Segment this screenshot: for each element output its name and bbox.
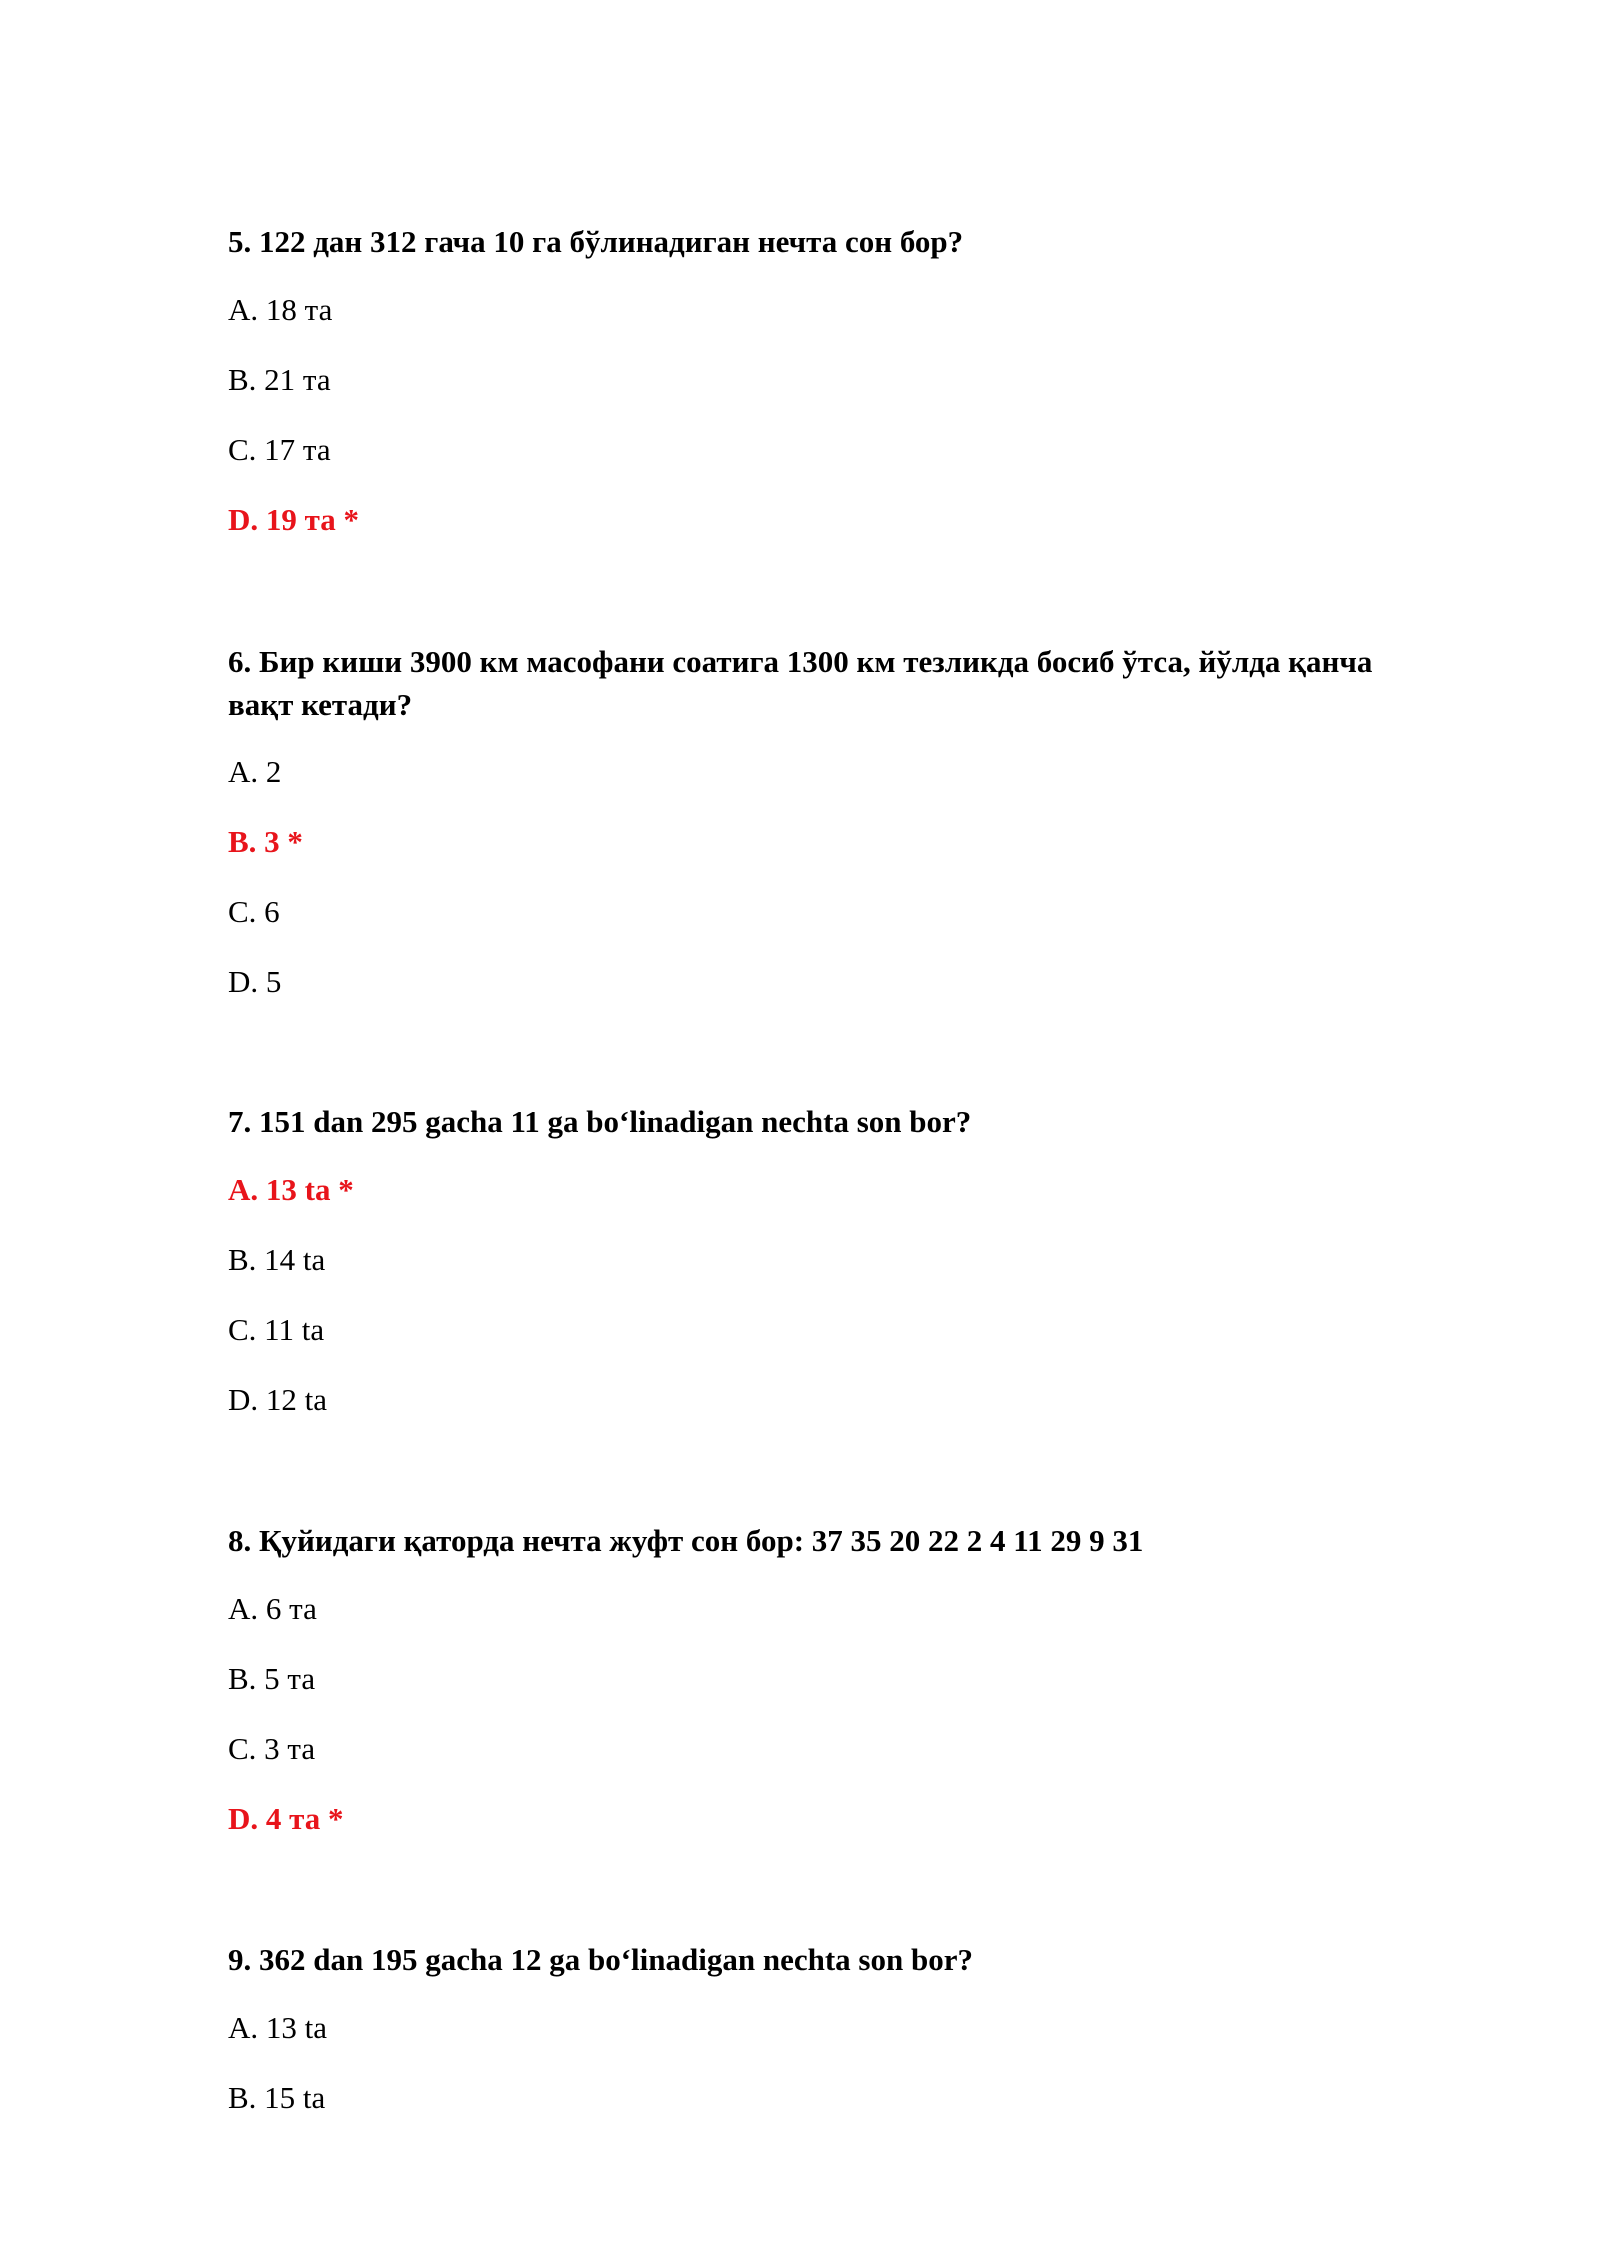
question-text: 7. 151 dan 295 gacha 11 ga bo‘linadigan nechta son bor?	[228, 1104, 972, 1139]
option-d: D. 5	[228, 964, 282, 999]
option-b: B. 5 та	[228, 1661, 316, 1696]
option-c: C. 6	[228, 894, 280, 929]
option-a: A. 18 та	[228, 292, 333, 327]
question-block-8	[228, 1519, 1428, 1836]
option-a: A. 6 та	[228, 1591, 317, 1626]
question-block-9	[228, 1938, 1428, 2115]
option-a: A. 2	[228, 754, 282, 789]
question-text: 8. Қуйидаги қаторда нечта жуфт сон бор: 37 35 20 22 2 4 11 29 9 31	[228, 1523, 1144, 1558]
question-text: 9. 362 dan 195 gacha 12 ga bo‘linadigan nechta son bor?	[228, 1942, 973, 1977]
option-a: A. 13 ta	[228, 2010, 328, 2045]
option-c: C. 3 та	[228, 1731, 316, 1766]
option-d: D. 12 ta	[228, 1382, 328, 1417]
question-text: 5. 122 дан 312 гача 10 га бўлинадиган нечта сон бор?	[228, 224, 964, 259]
option-b-correct: B. 3 *	[228, 824, 303, 859]
question-block-6	[228, 640, 1428, 999]
option-d-correct: D. 4 та *	[228, 1801, 344, 1836]
option-a-correct: A. 13 ta *	[228, 1172, 354, 1207]
question-block-5	[228, 220, 1428, 537]
question-text: 6. Бир киши 3900 км масофани соатига 1300 км тезликда босиб ўтса, йўлда қанча вақт кетади?	[228, 644, 1373, 722]
option-d-correct: D. 19 та *	[228, 502, 359, 537]
option-b: B. 14 ta	[228, 1242, 326, 1277]
option-c: C. 17 та	[228, 432, 331, 467]
option-c: C. 11 ta	[228, 1312, 325, 1347]
question-block-7	[228, 1100, 1428, 1417]
option-b: B. 21 та	[228, 362, 331, 397]
option-b: B. 15 ta	[228, 2080, 326, 2115]
